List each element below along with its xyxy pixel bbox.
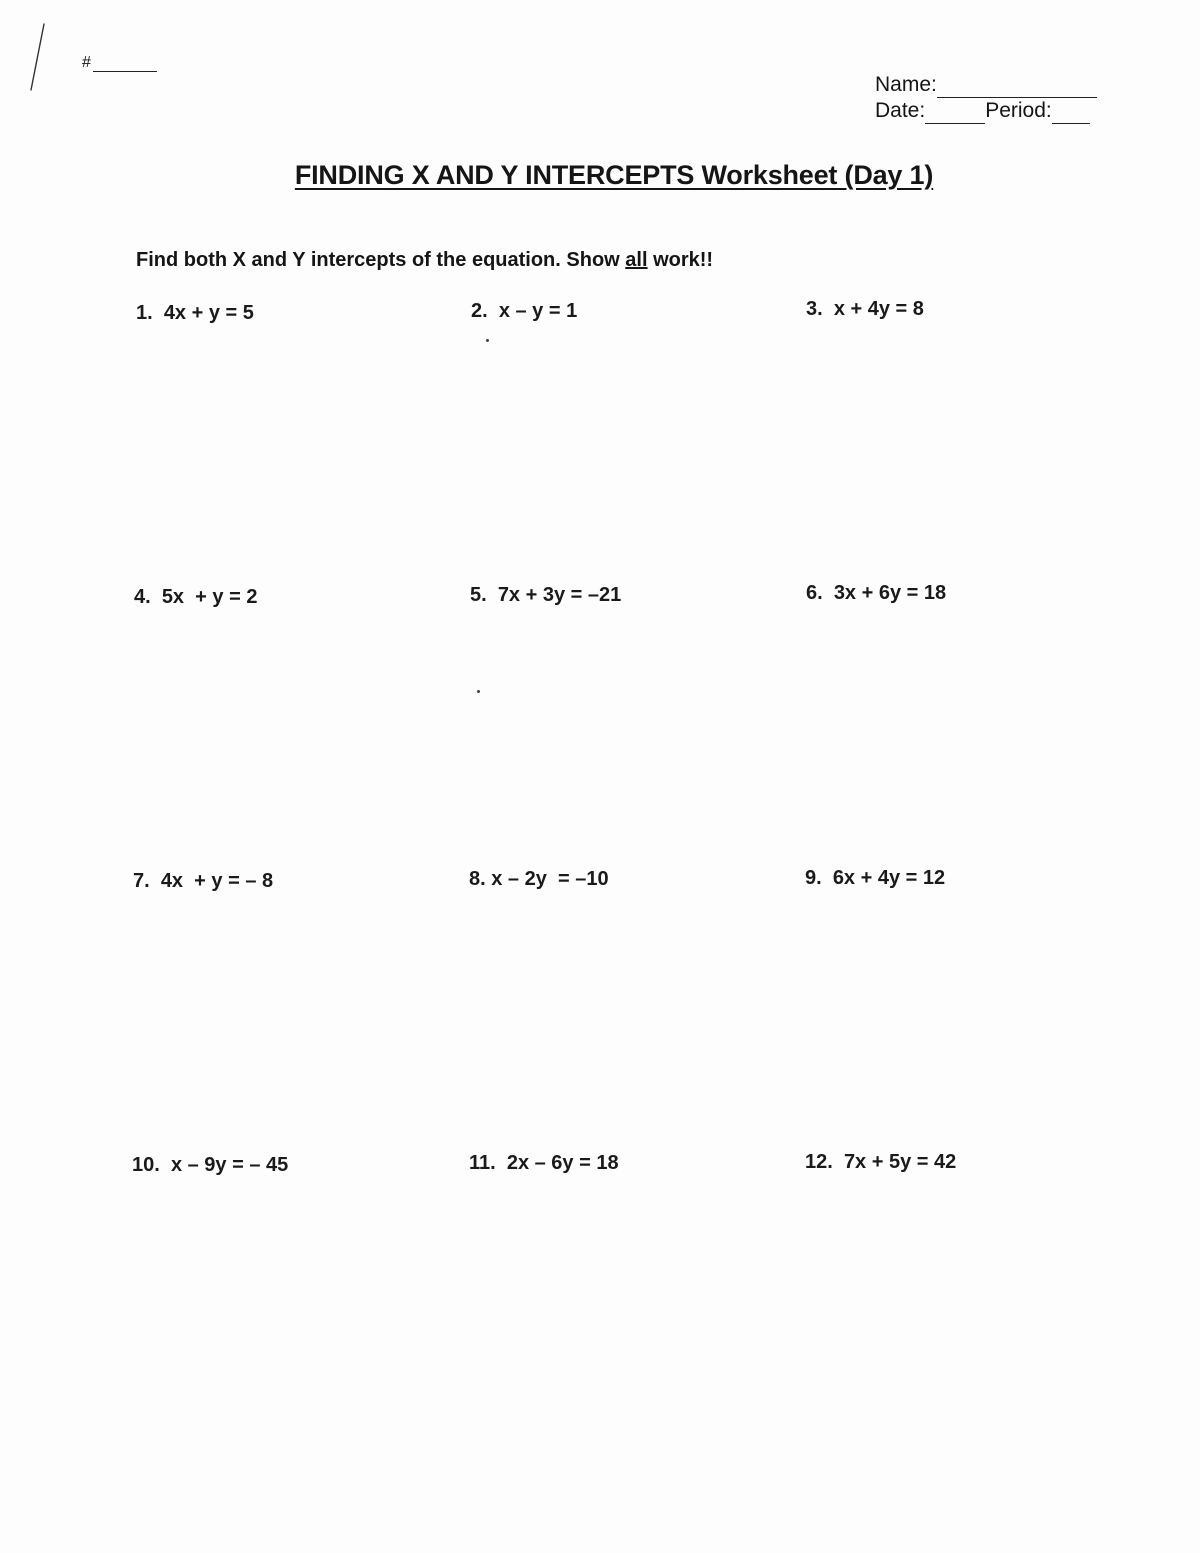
problem-number: 4. <box>134 586 151 608</box>
problem-8 <box>469 868 609 891</box>
problem-2 <box>471 300 577 323</box>
problem-equation: 2x – 6y = 18 <box>506 1152 619 1174</box>
instructions-suffix: work!! <box>647 249 714 271</box>
worksheet-title: FINDING X AND Y INTERCEPTS Worksheet (Day 1) <box>294 160 934 190</box>
name-row <box>875 72 1097 98</box>
problem-equation: 5x + y = 2 <box>161 586 258 608</box>
problem-equation: x – 9y = – 45 <box>170 1154 289 1176</box>
problem-1 <box>136 302 254 325</box>
period-label: Period: <box>985 99 1052 122</box>
problem-number: 9. <box>805 867 822 889</box>
problem-7 <box>133 870 273 893</box>
problem-5 <box>470 584 621 607</box>
number-field[interactable] <box>82 54 157 72</box>
problem-11 <box>469 1152 619 1175</box>
date-period-row <box>875 98 1097 124</box>
problem-12 <box>805 1151 956 1174</box>
date-label: Date: <box>875 99 926 122</box>
problem-10 <box>132 1154 288 1177</box>
problem-number: 7. <box>133 870 150 892</box>
problem-equation: 6x + 4y = 12 <box>832 867 946 889</box>
problem-number: 5. <box>470 584 487 606</box>
problem-equation: 3x + 6y = 18 <box>833 582 947 604</box>
problem-number: 6. <box>806 582 823 604</box>
date-blank[interactable] <box>925 105 985 124</box>
problem-equation: 4x + y = 5 <box>163 302 254 324</box>
problem-equation: x – 2y = –10 <box>491 868 609 890</box>
period-blank[interactable] <box>1052 105 1090 124</box>
problem-number: 1. <box>136 302 153 324</box>
instructions <box>136 249 713 272</box>
instructions-emphasis: all <box>625 249 648 271</box>
problem-equation: 7x + 3y = –21 <box>497 584 622 606</box>
name-label: Name: <box>875 73 937 96</box>
scan-speck <box>486 339 489 342</box>
problem-number: 8. <box>469 868 486 890</box>
problem-number: 2. <box>471 300 488 322</box>
problem-9 <box>805 867 945 890</box>
name-blank[interactable] <box>937 79 1097 98</box>
student-info <box>875 72 1097 124</box>
problem-6 <box>806 582 946 605</box>
problem-4 <box>134 586 257 609</box>
problem-equation: 7x + 5y = 42 <box>843 1151 957 1173</box>
problem-number: 10. <box>132 1154 160 1176</box>
problem-number: 12. <box>805 1151 833 1173</box>
problem-number: 11. <box>469 1152 496 1174</box>
number-label: # <box>82 54 91 71</box>
pen-mark-icon <box>28 22 48 96</box>
problem-equation: 4x + y = – 8 <box>160 870 274 892</box>
instructions-prefix: Find both X and Y intercepts of the equation. Show <box>136 249 626 271</box>
problem-equation: x – y = 1 <box>498 300 578 322</box>
problem-equation: x + 4y = 8 <box>833 298 924 320</box>
problem-number: 3. <box>806 298 823 320</box>
number-blank[interactable] <box>93 57 157 72</box>
scan-speck <box>477 690 480 693</box>
problem-3 <box>806 298 924 321</box>
